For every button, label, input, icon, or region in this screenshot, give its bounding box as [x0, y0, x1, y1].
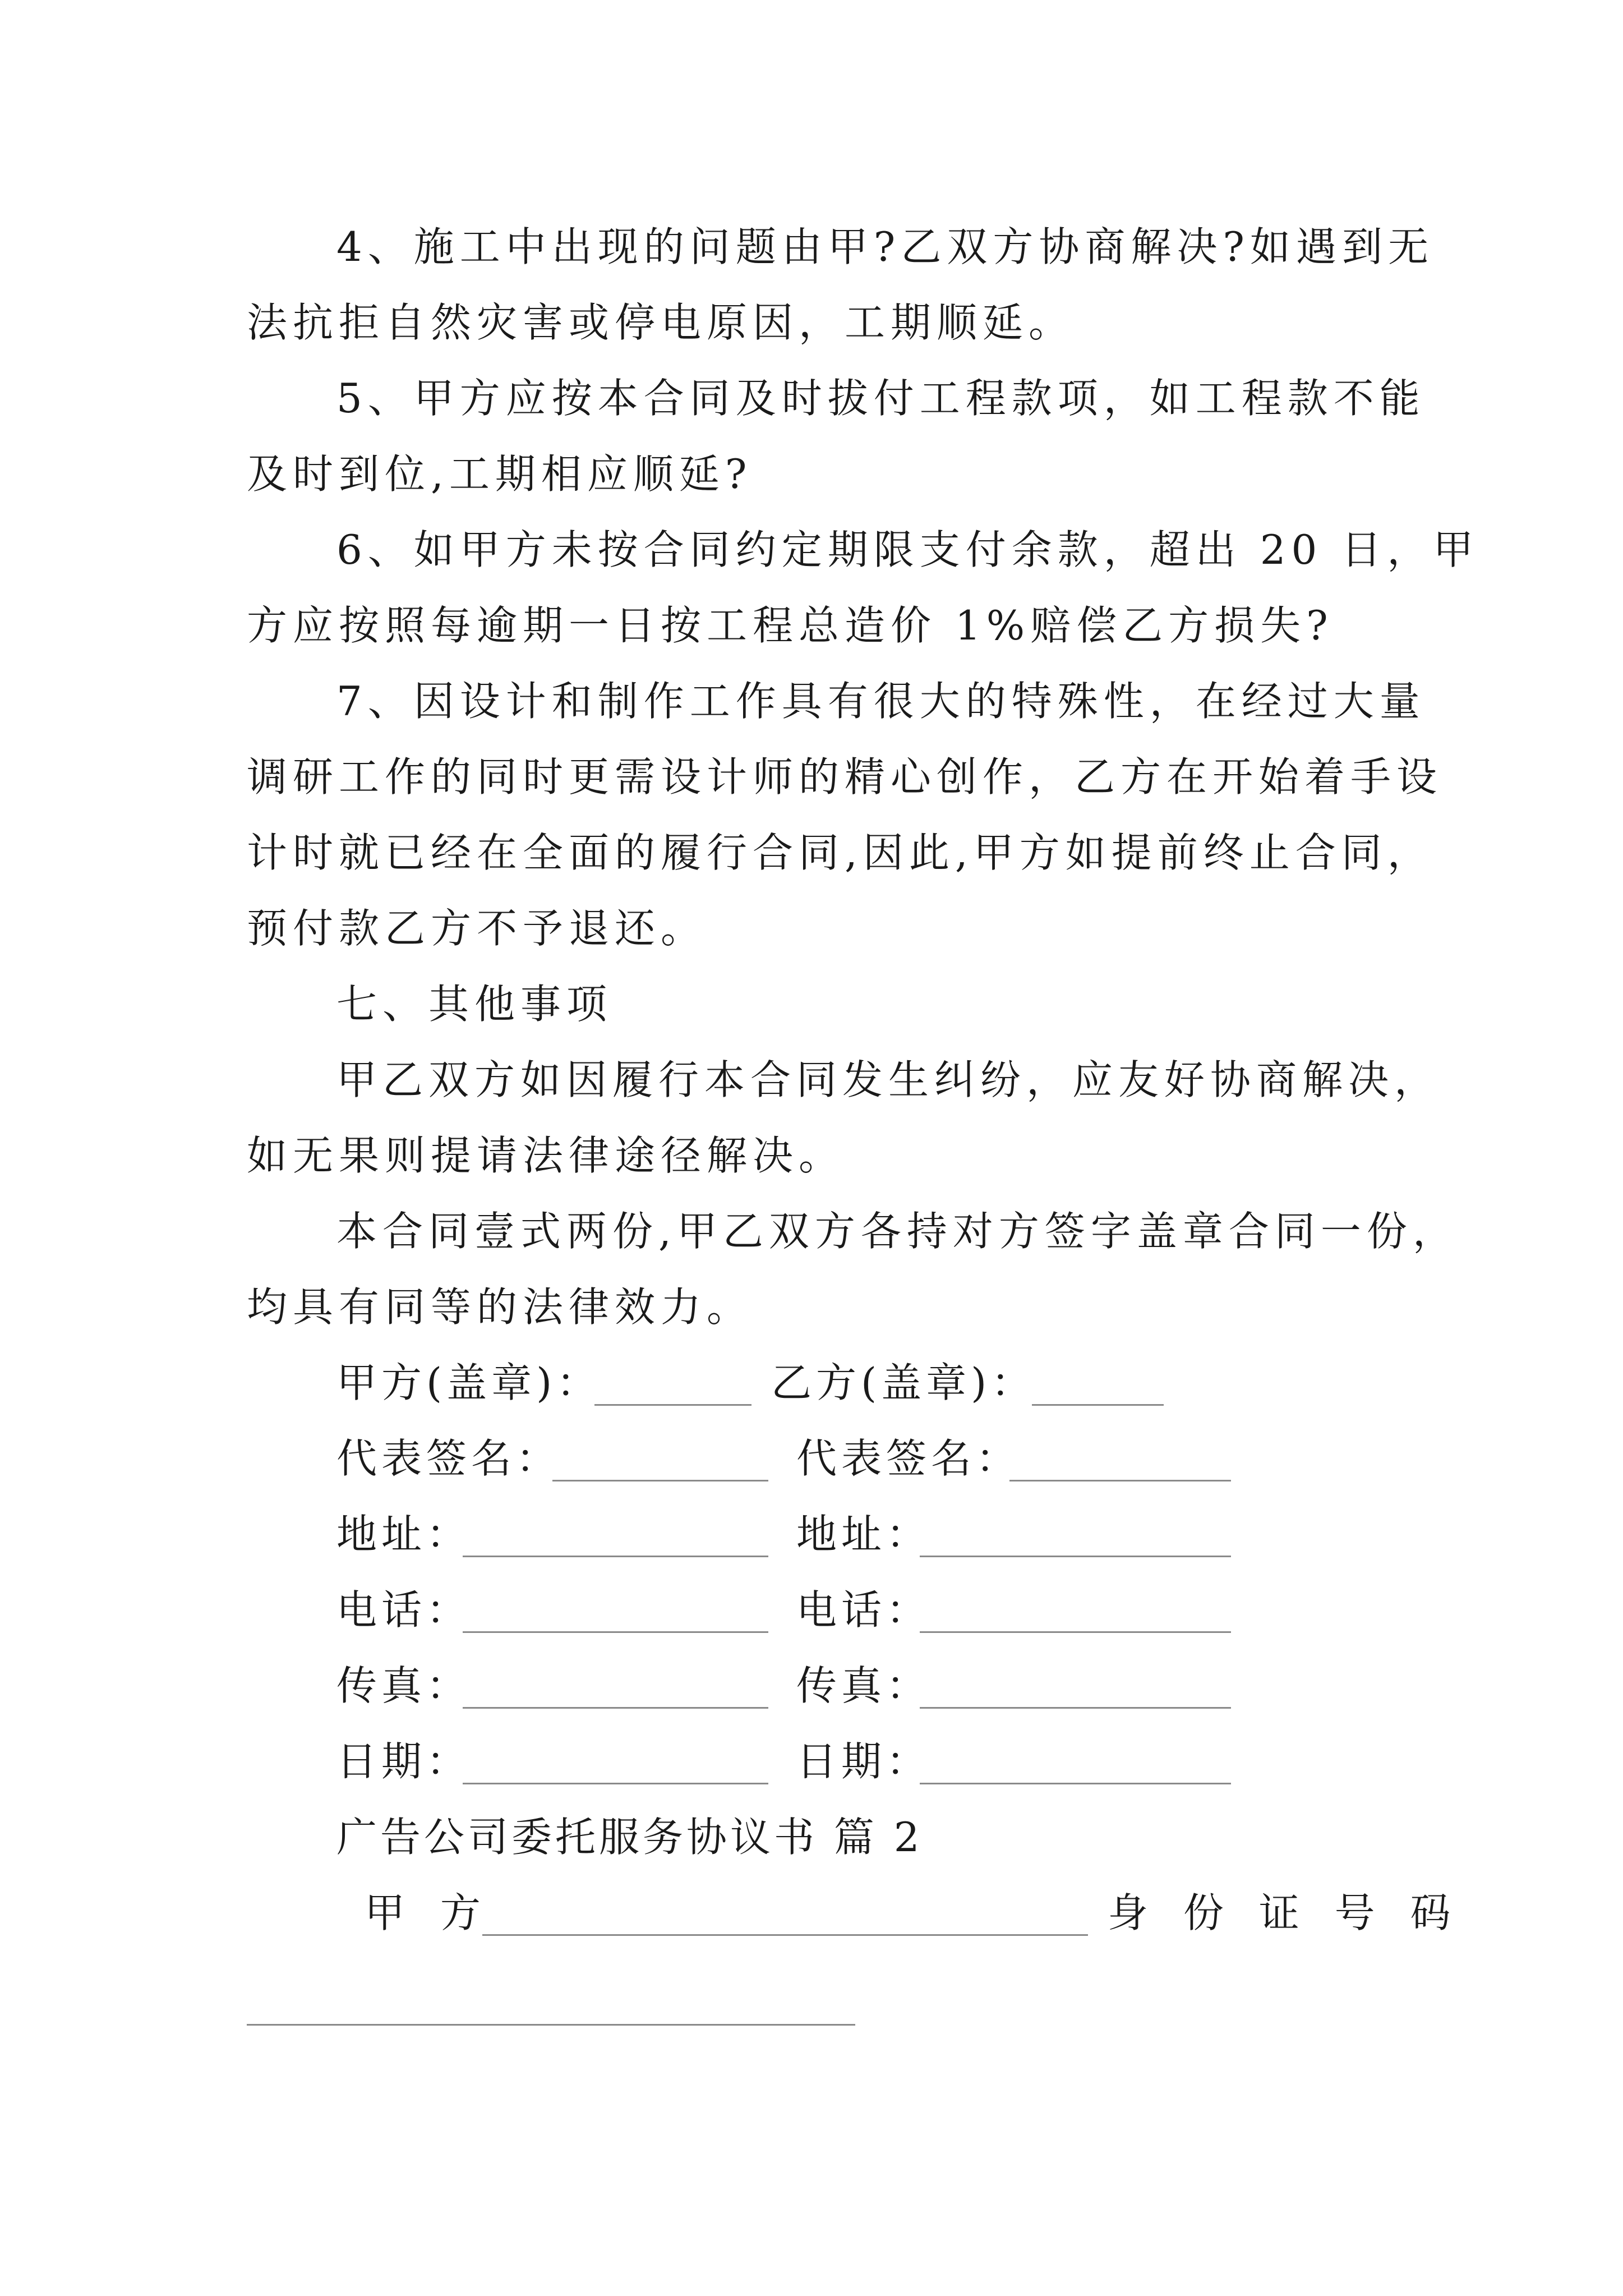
party-a-date-blank[interactable] — [463, 1783, 768, 1784]
party-a-rep-label: 代表签名： — [336, 1435, 561, 1482]
party-b-address-label: 地址： — [796, 1511, 932, 1558]
section-7-heading: 七、其他事项 — [336, 981, 613, 1028]
clause-5-line-1: 5、甲方应按本合同及时拔付工程款项，如工程款不能 — [336, 375, 1426, 422]
clause-7-line-4: 预付款乙方不予退还。 — [247, 905, 707, 952]
part-2-party-a-row — [0, 1885, 1623, 1941]
party-a-fax-blank[interactable] — [463, 1707, 768, 1709]
address-row — [0, 1506, 1623, 1562]
party-a-rep-blank[interactable] — [552, 1480, 768, 1481]
part-2-id-number-label: 身 份 证 号 码 — [1108, 1889, 1462, 1936]
dispute-line-2: 如无果则提请法律途径解决。 — [247, 1132, 845, 1179]
party-b-date-blank[interactable] — [920, 1783, 1231, 1784]
party-b-seal-blank[interactable] — [1032, 1404, 1164, 1406]
party-b-rep-label: 代表签名： — [796, 1435, 1021, 1482]
party-a-fax-label: 传真： — [336, 1662, 472, 1709]
clause-7-line-2: 调研工作的同时更需设计师的精心创作，乙方在开始着手设 — [247, 753, 1443, 800]
party-a-phone-label: 电话： — [336, 1586, 472, 1634]
dispute-line-1: 甲乙双方如因履行本合同发生纠纷，应友好协商解决， — [336, 1056, 1441, 1103]
part-2-party-a-blank[interactable] — [482, 1934, 1088, 1936]
copies-line-1: 本合同壹式两份,甲乙双方各持对方签字盖章合同一份， — [336, 1208, 1459, 1255]
clause-4-line-2: 法抗拒自然灾害或停电原因，工期顺延。 — [247, 299, 1075, 346]
party-a-date-label: 日期： — [336, 1738, 472, 1785]
clause-6-line-1: 6、如甲方未按合同约定期限支付余款，超出 20 日，甲 — [336, 526, 1479, 573]
clause-4-line-1: 4、施工中出现的问题由甲?乙双方协商解决?如遇到无 — [336, 223, 1435, 270]
party-a-seal-blank[interactable] — [594, 1404, 751, 1406]
representative-row — [0, 1430, 1623, 1487]
party-b-seal-label: 乙方(盖章)： — [771, 1359, 1036, 1406]
seal-row — [0, 1355, 1623, 1411]
party-a-address-blank[interactable] — [463, 1556, 768, 1557]
clause-7-line-1: 7、因设计和制作工作具有很大的特殊性，在经过大量 — [336, 678, 1426, 725]
phone-row — [0, 1582, 1623, 1638]
part-2-id-number-blank[interactable] — [247, 2024, 855, 2026]
party-b-date-label: 日期： — [796, 1738, 932, 1785]
party-a-phone-blank[interactable] — [463, 1631, 768, 1633]
party-b-fax-blank[interactable] — [920, 1707, 1231, 1709]
party-b-fax-label: 传真： — [796, 1662, 932, 1709]
party-b-phone-blank[interactable] — [920, 1631, 1231, 1633]
part-2-heading: 广告公司委托服务协议书 篇 2 — [336, 1814, 923, 1861]
fax-row — [0, 1658, 1623, 1714]
date-row — [0, 1733, 1623, 1789]
copies-line-2: 均具有同等的法律效力。 — [247, 1283, 753, 1331]
party-b-rep-blank[interactable] — [1009, 1480, 1231, 1481]
party-b-address-blank[interactable] — [920, 1556, 1231, 1557]
party-b-phone-label: 电话： — [796, 1586, 932, 1634]
part-2-party-a-label: 甲 方 — [365, 1889, 492, 1936]
party-a-address-label: 地址： — [336, 1511, 472, 1558]
party-a-seal-label: 甲方(盖章)： — [336, 1359, 602, 1406]
clause-5-line-2: 及时到位,工期相应顺延? — [247, 450, 753, 498]
clause-6-line-2: 方应按照每逾期一日按工程总造价 1%赔偿乙方损失? — [247, 602, 1334, 649]
clause-7-line-3: 计时就已经在全面的履行合同,因此,甲方如提前终止合同， — [247, 829, 1433, 876]
